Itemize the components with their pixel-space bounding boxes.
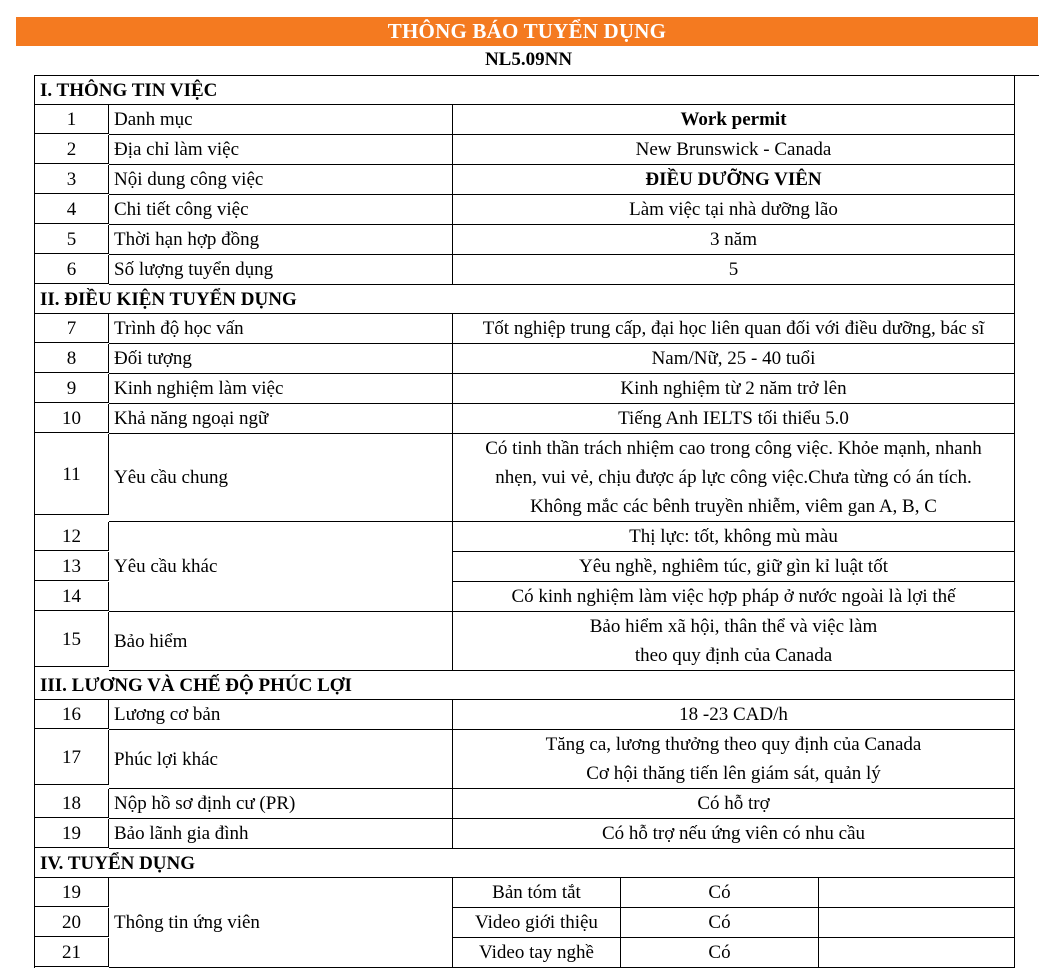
recruit-blank	[819, 938, 1015, 968]
section-heading-2: II. ĐIỀU KIỆN TUYỂN DỤNG	[35, 285, 1015, 314]
row-label: Nộp hồ sơ định cư (PR)	[109, 789, 453, 819]
row-label: Thời hạn hợp đồng	[109, 225, 453, 255]
row-label: Bảo lãnh gia đình	[109, 819, 453, 849]
row-value: Nam/Nữ, 25 - 40 tuổi	[453, 344, 1015, 374]
row-value-line: theo quy định của Canada	[634, 645, 833, 666]
recruit-item: Video giới thiệu	[453, 908, 621, 938]
row-number: 20	[35, 908, 109, 937]
recruit-status: Có	[621, 878, 819, 908]
row-value-line: Không mắc các bênh truyền nhiễm, viêm gan A, B, C	[530, 496, 937, 517]
row-value: Kinh nghiệm từ 2 năm trở lên	[453, 374, 1015, 404]
row-label: Khả năng ngoại ngữ	[109, 404, 453, 434]
row-label: Lương cơ bản	[109, 700, 453, 730]
row-number: 21	[35, 938, 109, 967]
row-number: 8	[35, 344, 109, 373]
row-label: Phúc lợi khác	[109, 730, 453, 789]
row-value: 3 năm	[453, 225, 1015, 255]
row-number: 4	[35, 195, 109, 224]
row-number: 9	[35, 374, 109, 403]
row-number: 14	[35, 582, 109, 611]
row-value: Tiếng Anh IELTS tối thiểu 5.0	[453, 404, 1015, 434]
row-number: 12	[35, 522, 109, 551]
section-heading-3: III. LƯƠNG VÀ CHẾ ĐỘ PHÚC LỢI	[35, 671, 1015, 700]
row-value: New Brunswick - Canada	[453, 135, 1015, 165]
row-label: Kinh nghiệm làm việc	[109, 374, 453, 404]
row-label: Chi tiết công việc	[109, 195, 453, 225]
recruit-item: Video tay nghề	[453, 938, 621, 968]
recruit-item: Bản tóm tắt	[453, 878, 621, 908]
row-value: Làm việc tại nhà dưỡng lão	[453, 195, 1015, 225]
row-value: 18 -23 CAD/h	[453, 700, 1015, 730]
row-value: Yêu nghề, nghiêm túc, giữ gìn kỉ luật tốt	[453, 552, 1015, 582]
row-value-line: nhẹn, vui vẻ, chịu được áp lực công việc.Chưa từng có án tích.	[495, 467, 972, 488]
row-value	[453, 612, 1015, 671]
row-label: Yêu cầu chung	[109, 434, 453, 522]
row-value: Thị lực: tốt, không mù màu	[453, 522, 1015, 552]
row-value: ĐIỀU DƯỠNG VIÊN	[453, 165, 1015, 195]
row-value-line: Tăng ca, lương thưởng theo quy định của Canada	[545, 734, 922, 755]
recruit-status: Có	[621, 908, 819, 938]
section-heading-1: I. THÔNG TIN VIỆC	[35, 76, 1015, 105]
row-number: 6	[35, 255, 109, 284]
job-code: NL5.09NN	[484, 49, 573, 70]
row-value	[453, 730, 1015, 789]
row-number: 1	[35, 105, 109, 134]
row-value: Có kinh nghiệm làm việc hợp pháp ở nước ngoài là lợi thế	[453, 582, 1015, 612]
row-label: Bảo hiểm	[109, 612, 453, 671]
row-number: 10	[35, 404, 109, 433]
row-value: Work permit	[453, 105, 1015, 135]
row-number: 19	[35, 819, 109, 848]
row-label: Đối tượng	[109, 344, 453, 374]
row-label: Nội dung công việc	[109, 165, 453, 195]
row-value: Có hỗ trợ nếu ứng viên có nhu cầu	[453, 819, 1015, 849]
recruit-blank	[819, 878, 1015, 908]
row-label: Trình độ học vấn	[109, 314, 453, 344]
row-value	[453, 434, 1015, 522]
row-number: 5	[35, 225, 109, 254]
row-number: 3	[35, 165, 109, 194]
recruit-status: Có	[621, 938, 819, 968]
row-value: Có hỗ trợ	[453, 789, 1015, 819]
row-label: Địa chỉ làm việc	[109, 135, 453, 165]
row-label: Danh mục	[109, 105, 453, 135]
row-value-line: Có tinh thần trách nhiệm cao trong công việc. Khỏe mạnh, nhanh	[485, 438, 982, 459]
recruit-blank	[819, 908, 1015, 938]
row-value: Tốt nghiệp trung cấp, đại học liên quan đối với điều dưỡng, bác sĩ	[453, 314, 1015, 344]
row-label: Yêu cầu khác	[109, 522, 453, 612]
row-number: 13	[35, 552, 109, 581]
row-value-line: Cơ hội thăng tiến lên giám sát, quản lý	[586, 763, 881, 784]
row-number: 2	[35, 135, 109, 164]
row-number: 11	[35, 434, 109, 515]
row-label: Số lượng tuyển dụng	[109, 255, 453, 285]
row-number: 16	[35, 700, 109, 729]
row-number: 7	[35, 314, 109, 343]
row-value-line: Bảo hiểm xã hội, thân thể và việc làm	[589, 616, 878, 637]
row-number: 17	[35, 730, 109, 785]
row-number: 19	[35, 878, 109, 907]
row-value: 5	[453, 255, 1015, 285]
row-number: 18	[35, 789, 109, 818]
job-table	[34, 75, 1039, 968]
row-label: Thông tin ứng viên	[109, 878, 453, 968]
row-number: 15	[35, 612, 109, 667]
section-heading-4: IV. TUYỂN DỤNG	[35, 849, 1015, 878]
page-title: THÔNG BÁO TUYỂN DỤNG	[16, 17, 1038, 46]
